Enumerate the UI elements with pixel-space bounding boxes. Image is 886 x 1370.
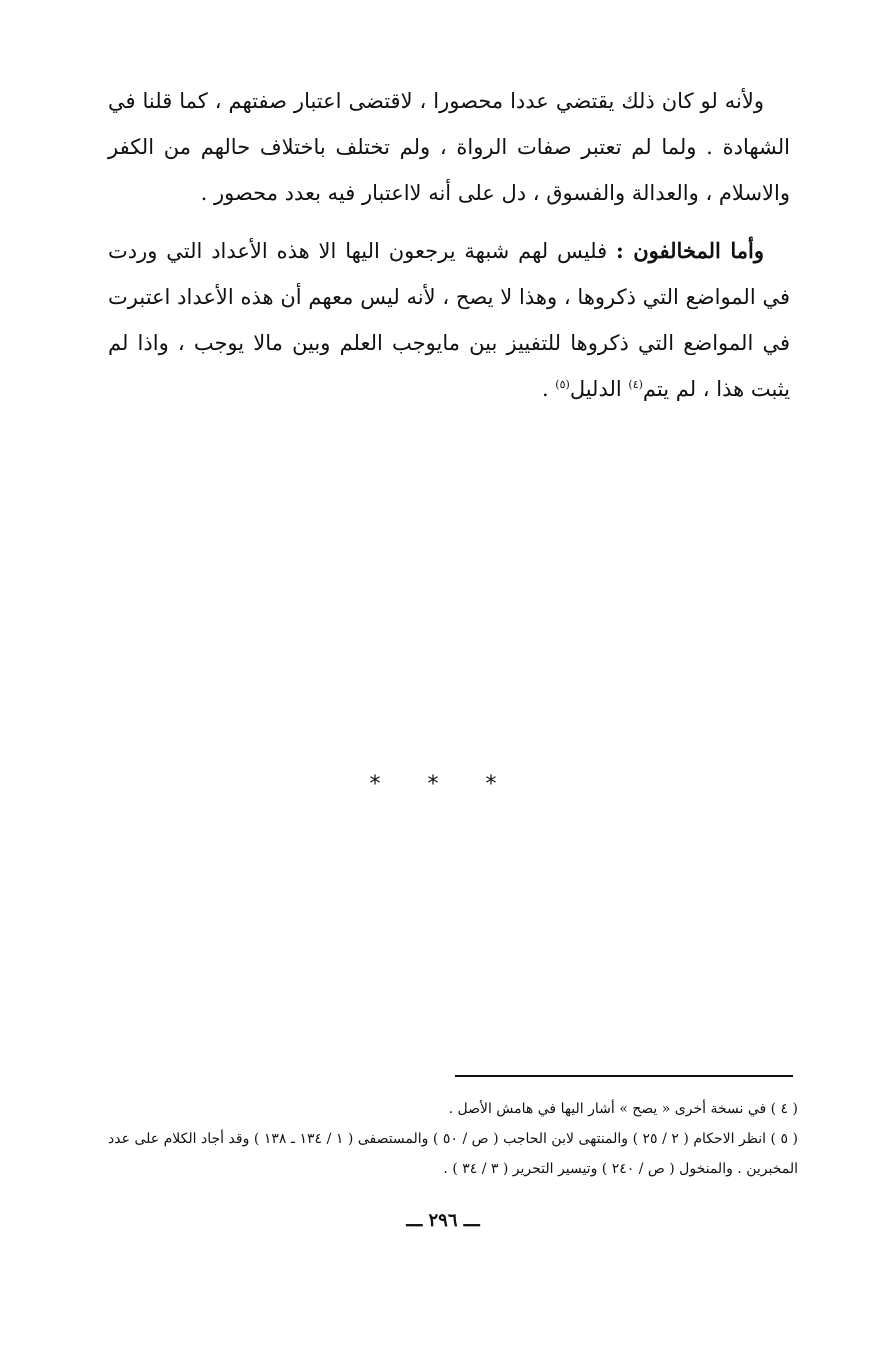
paragraph-2-mid: الدليل <box>569 377 629 401</box>
page-number: ـــ ٢٩٦ ـــ <box>406 1210 480 1231</box>
main-text <box>108 78 790 412</box>
paragraph-1 <box>108 78 790 216</box>
footnote-ref-4: (٤) <box>628 378 643 391</box>
footnote-ref-5: (٥) <box>555 378 570 391</box>
footnote-5: ( ٥ ) انظر الاحكام ( ٢ / ٢٥ ) والمنتهى لابن الحاجب ( ص / ٥٠ ) والمستصفى ( ١ / ١٣٤ ـ ١٣٨ ) وقد أجاد الكلام على عدد المخبرين . والمنخول ( ص / ٢٤٠ ) وتيسير التحرير ( ٣ / ٣٤ ) . <box>108 1131 798 1177</box>
footnote-4: ( ٤ ) في نسخة أخرى « يصح » أشار اليها في هامش الأصل . <box>448 1101 798 1117</box>
paragraph-2-text: فليس لهم شبهة يرجعون اليها الا هذه الأعداد التي وردت في المواضع التي ذكروها ، وهذا لا يصح ، لأنه ليس معهم أن هذه الأعداد اعتبرت في المواضع التي ذكروها للتفييز بين مايوجب العلم وبين مالا يوجب ، واذا لم يثبت هذا ، لم يتم <box>108 239 790 401</box>
paragraph-2-heading: وأما المخالفون : <box>616 238 764 263</box>
footnote-divider <box>455 1075 793 1077</box>
paragraph-1-text: ولأنه لو كان ذلك يقتضي عددا محصورا ، لاقتضى اعتبار صفتهم ، كما قلنا في الشهادة . ولما لم تعتبر صفات الرواة ، ولم تختلف باختلاف حالهم من الكفر والاسلام ، والعدالة والفسوق ، دل على أنه لااعتبار فيه بعدد محصور . <box>108 89 790 205</box>
footnotes <box>108 1094 798 1184</box>
section-separator: * * * <box>369 772 517 797</box>
paragraph-2-end: . <box>541 377 556 401</box>
paragraph-2 <box>108 228 790 412</box>
